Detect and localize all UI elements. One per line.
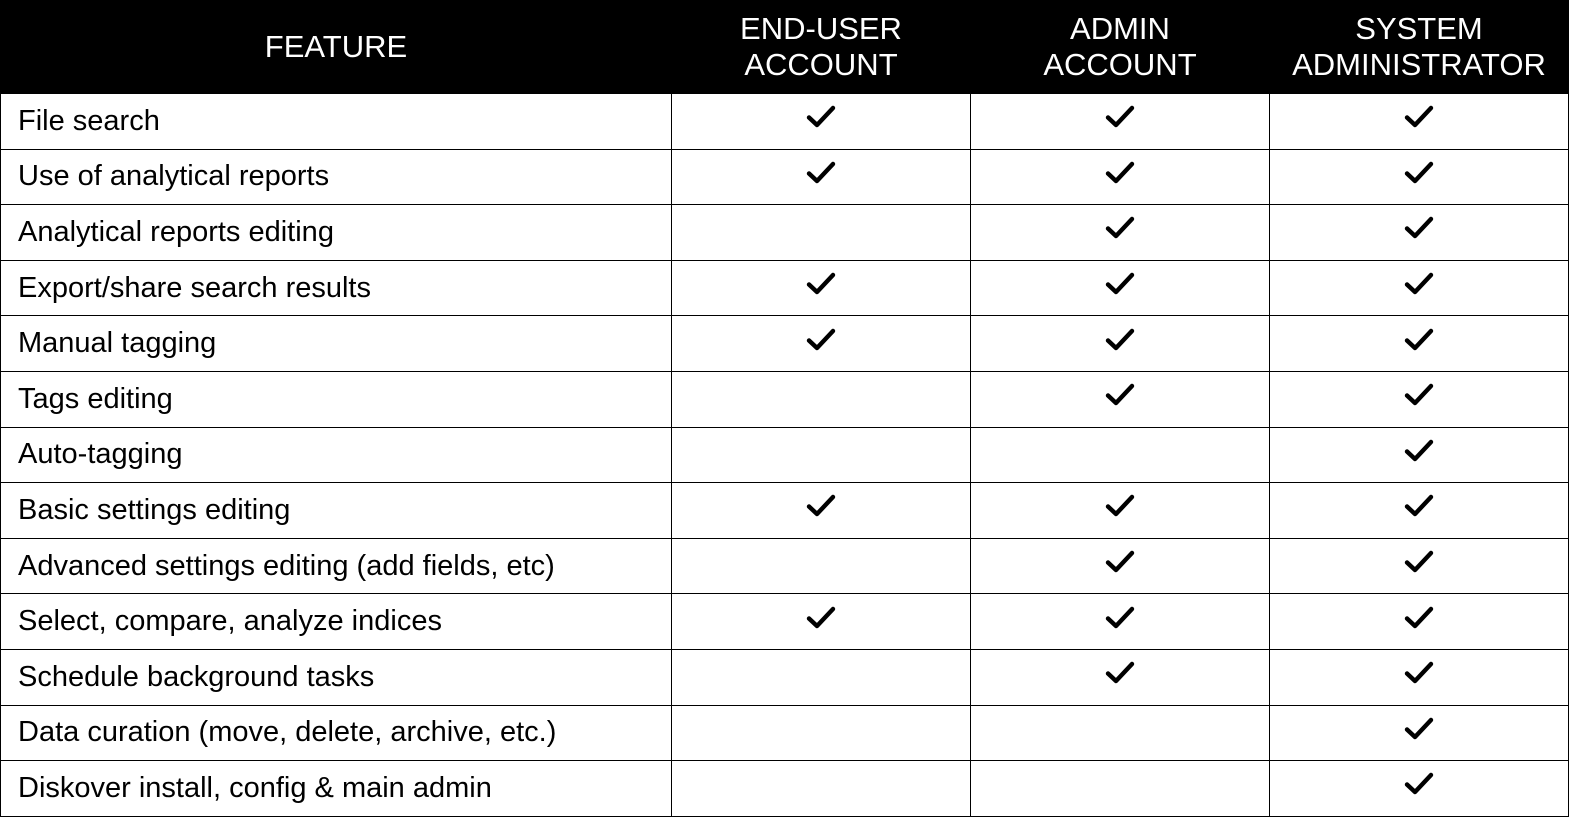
access-cell-end-user-account	[672, 538, 971, 594]
check-icon	[806, 104, 836, 130]
access-cell-admin-account	[971, 205, 1270, 261]
access-cell-system-administrator	[1270, 538, 1569, 594]
table-row	[1, 371, 1569, 427]
check-icon	[1404, 215, 1434, 241]
feature-label: Analytical reports editing	[1, 205, 672, 261]
access-cell-admin-account	[971, 705, 1270, 761]
table-row	[1, 649, 1569, 705]
access-cell-system-administrator	[1270, 260, 1569, 316]
access-cell-admin-account	[971, 483, 1270, 539]
access-cell-end-user-account	[672, 427, 971, 483]
table-row	[1, 427, 1569, 483]
table-row	[1, 149, 1569, 205]
header-row	[1, 1, 1569, 94]
check-icon	[1404, 549, 1434, 575]
access-cell-end-user-account	[672, 483, 971, 539]
table-row	[1, 260, 1569, 316]
header-admin-account: ADMIN ACCOUNT	[971, 1, 1270, 94]
feature-label: Use of analytical reports	[1, 149, 672, 205]
feature-label: Export/share search results	[1, 260, 672, 316]
check-icon	[1404, 382, 1434, 408]
check-icon	[1404, 438, 1434, 464]
access-cell-end-user-account	[672, 761, 971, 817]
access-cell-end-user-account	[672, 705, 971, 761]
access-cell-system-administrator	[1270, 594, 1569, 650]
feature-label: Diskover install, config & main admin	[1, 761, 672, 817]
table-row	[1, 94, 1569, 150]
feature-label: Data curation (move, delete, archive, etc.)	[1, 705, 672, 761]
access-cell-system-administrator	[1270, 761, 1569, 817]
check-icon	[1105, 382, 1135, 408]
check-icon	[806, 271, 836, 297]
header-system-administrator: SYSTEM ADMINISTRATOR	[1270, 1, 1569, 94]
check-icon	[1105, 104, 1135, 130]
access-cell-system-administrator	[1270, 649, 1569, 705]
check-icon	[806, 605, 836, 631]
check-icon	[1404, 327, 1434, 353]
access-cell-end-user-account	[672, 94, 971, 150]
table-row	[1, 316, 1569, 372]
header-feature: FEATURE	[1, 1, 672, 94]
access-cell-admin-account	[971, 427, 1270, 483]
table-row	[1, 538, 1569, 594]
check-icon	[1105, 327, 1135, 353]
feature-label: File search	[1, 94, 672, 150]
check-icon	[1105, 605, 1135, 631]
check-icon	[1404, 771, 1434, 797]
check-icon	[1105, 271, 1135, 297]
feature-label: Basic settings editing	[1, 483, 672, 539]
feature-label: Schedule background tasks	[1, 649, 672, 705]
feature-label: Select, compare, analyze indices	[1, 594, 672, 650]
check-icon	[806, 493, 836, 519]
access-cell-admin-account	[971, 761, 1270, 817]
access-cell-admin-account	[971, 594, 1270, 650]
check-icon	[1404, 716, 1434, 742]
check-icon	[1105, 660, 1135, 686]
feature-label: Tags editing	[1, 371, 672, 427]
access-cell-system-administrator	[1270, 705, 1569, 761]
access-cell-system-administrator	[1270, 94, 1569, 150]
access-cell-end-user-account	[672, 149, 971, 205]
check-icon	[1404, 605, 1434, 631]
table-row	[1, 705, 1569, 761]
table-row	[1, 483, 1569, 539]
check-icon	[1404, 104, 1434, 130]
access-cell-end-user-account	[672, 205, 971, 261]
check-icon	[806, 327, 836, 353]
access-cell-system-administrator	[1270, 205, 1569, 261]
table-body	[1, 94, 1569, 817]
access-cell-system-administrator	[1270, 149, 1569, 205]
access-cell-admin-account	[971, 260, 1270, 316]
table-row	[1, 761, 1569, 817]
check-icon	[806, 160, 836, 186]
access-cell-system-administrator	[1270, 371, 1569, 427]
access-cell-admin-account	[971, 649, 1270, 705]
access-cell-admin-account	[971, 371, 1270, 427]
check-icon	[1105, 549, 1135, 575]
access-cell-admin-account	[971, 316, 1270, 372]
access-cell-end-user-account	[672, 260, 971, 316]
check-icon	[1404, 660, 1434, 686]
access-cell-end-user-account	[672, 371, 971, 427]
access-cell-system-administrator	[1270, 483, 1569, 539]
access-cell-end-user-account	[672, 594, 971, 650]
feature-label: Auto-tagging	[1, 427, 672, 483]
access-cell-end-user-account	[672, 649, 971, 705]
access-cell-admin-account	[971, 538, 1270, 594]
access-cell-end-user-account	[672, 316, 971, 372]
check-icon	[1105, 160, 1135, 186]
table-header	[1, 1, 1569, 94]
check-icon	[1105, 215, 1135, 241]
table-row	[1, 594, 1569, 650]
access-cell-admin-account	[971, 149, 1270, 205]
access-cell-system-administrator	[1270, 427, 1569, 483]
check-icon	[1404, 271, 1434, 297]
table-row	[1, 205, 1569, 261]
feature-label: Manual tagging	[1, 316, 672, 372]
access-cell-system-administrator	[1270, 316, 1569, 372]
feature-label: Advanced settings editing (add fields, etc)	[1, 538, 672, 594]
check-icon	[1404, 493, 1434, 519]
check-icon	[1105, 493, 1135, 519]
check-icon	[1404, 160, 1434, 186]
access-cell-admin-account	[971, 94, 1270, 150]
header-end-user-account: END-USER ACCOUNT	[672, 1, 971, 94]
